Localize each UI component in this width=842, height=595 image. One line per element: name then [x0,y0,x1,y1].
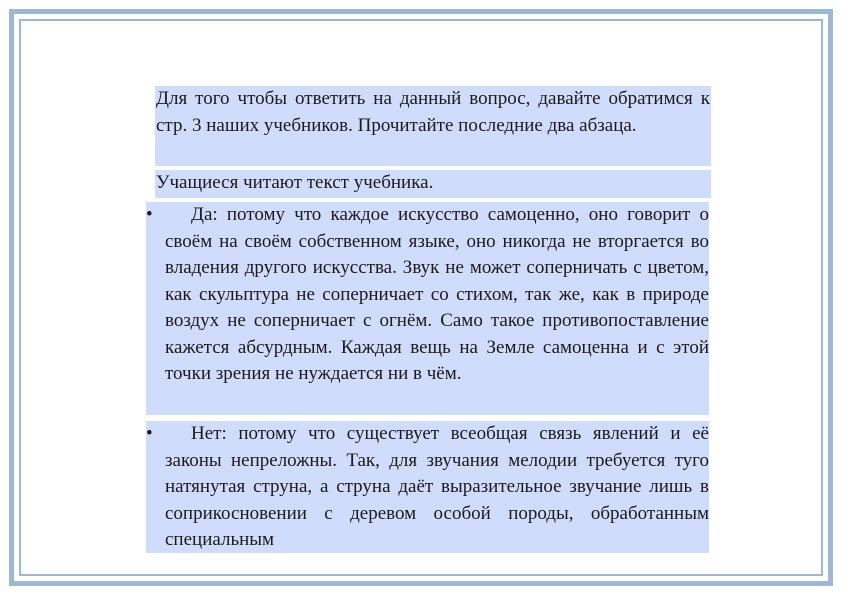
bullet-marker: • [146,204,153,225]
answer-yes-item [146,202,709,415]
student-action-note: Учащиеся читают текст учебника. [155,170,711,198]
answer-yes-text: Да: потому что каждое искусство самоценно, оно говорит о своём на своём собственном языке, оно никогда не вторгается во владения другого искусства. Звук не может соперничать с цветом, как скульптура не соперничает со стихом, так же, как в природе воздух не соперничает с огнём. Само такое противопоставление кажется абсурдным. Каждая вещь на Земле самоценна и с этой точки зрения не нуждается ни в чём. [165,204,709,384]
answer-no-item [146,421,709,553]
bullet-marker: • [146,423,153,444]
question-paragraph: Для того чтобы ответить на данный вопрос, давайте обратимся к стр. 3 наших учебников. Прочитайте последние два абзаца. [155,86,711,166]
answer-no-text: Нет: потому что существует всеобщая связь явлений и её законы непреложны. Так, для звучания мелодии требуется туго натянутая струна, а струна даёт выразительное звучание лишь в соприкосновении с деревом особой породы, обработанным специальным [165,423,709,550]
